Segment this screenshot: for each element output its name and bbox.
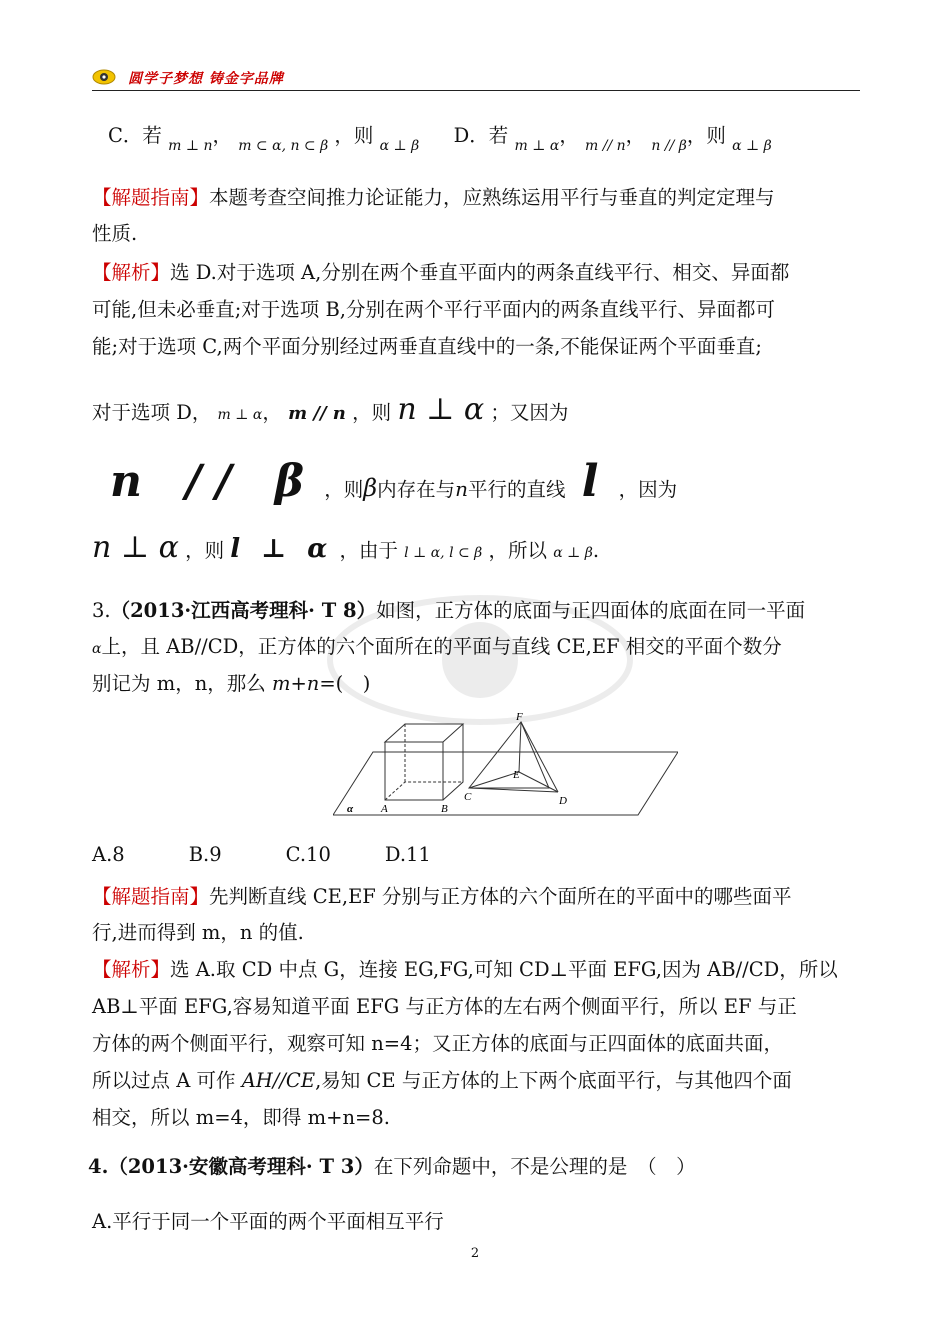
figure-label-alpha: α — [347, 803, 354, 815]
text: ，因为 — [618, 478, 678, 501]
q3-line-1 — [92, 595, 805, 623]
math-expr: n ⊥ α — [397, 392, 485, 427]
text: =( ) — [319, 672, 371, 695]
text: ，则 — [185, 539, 225, 562]
option-c: C.10 — [285, 843, 331, 866]
q3-guide-line-1 — [92, 881, 792, 909]
brand-slogan: 圆学子梦想 铸金字品牌 — [128, 71, 284, 87]
figure-label-e: E — [513, 769, 520, 781]
q3-guide-line-2: 行,进而得到 m，n 的值. — [92, 921, 304, 944]
math-expr: n — [455, 477, 468, 501]
math-expr: α ⊥ β — [732, 138, 772, 154]
options-cd-line: C．若 $_{m \perp n}$， $_{m \subset \alpha, n \subset \beta}$ ，则 $_{\alpha \perp \beta}$ D．若 $_{m \perp \alpha}$， $_{m // n}$， $_{n // \beta}$，则 $_{\alpha \perp \beta}$ — [108, 124, 772, 154]
text: ，则 — [352, 401, 392, 424]
math-expr: n ⊥ α — [92, 530, 179, 565]
figure-label-d: D — [559, 795, 567, 807]
math-expr: m // n — [585, 138, 626, 154]
analysis-tag: 【解析】 — [92, 958, 171, 981]
math-expr: AH//CE — [241, 1069, 316, 1092]
analysis-line-6 — [92, 530, 599, 565]
math-expr: α ⊥ β — [553, 545, 593, 561]
q3-options — [92, 843, 431, 866]
figure-label-c: C — [464, 791, 472, 803]
text: ，则 — [324, 478, 364, 501]
q3-analysis-line-5: 相交，所以 m=4，即得 m+n=8. — [92, 1106, 390, 1129]
math-expr: l ⊥ α, l ⊂ β — [404, 545, 483, 561]
cube-tetrahedron-figure — [333, 712, 678, 816]
analysis-line-2: 可能,但未必垂直;对于选项 B,分别在两个平行平面内的两条直线平行、异面都可 — [92, 298, 775, 321]
math-expr: m // n — [288, 403, 346, 424]
text: 选 A.取 CD 中点 G，连接 EG,FG,可知 CD⊥平面 EFG,因为 AB//CD，所以 — [170, 958, 838, 981]
guide-line-2: 性质. — [92, 222, 138, 245]
text: ；又因为 — [490, 401, 569, 424]
text: ，所以 — [488, 539, 547, 562]
option-d-label: D．若 — [453, 124, 509, 147]
question-number: 4. — [88, 1155, 109, 1178]
text: ，则 — [334, 124, 374, 147]
question-source: （2013·安徽高考理科· T 3） — [108, 1155, 374, 1178]
text: 如图，正方体的底面与正四面体的底面在同一平面 — [376, 599, 806, 622]
q3-analysis-line-1 — [92, 954, 838, 982]
text: 内存在与 — [377, 478, 456, 501]
text: 对于选项 D， — [92, 401, 212, 424]
option-d: D.11 — [384, 843, 431, 866]
math-expr: m ⊂ α, n ⊂ β — [238, 138, 329, 154]
text: 先判断直线 CE,EF 分别与正方体的六个面所在的平面中的哪些面平 — [209, 885, 792, 908]
math-expr: n // β — [651, 138, 687, 154]
figure-label-a: A — [381, 803, 388, 815]
analysis-line-4: 对于选项 D， m ⊥ α， m // n ，则 n ⊥ α ；又因为 — [92, 392, 569, 427]
question-source: （2013·江西高考理科· T 8） — [110, 599, 377, 622]
guide-tag: 【解题指南】 — [92, 885, 210, 908]
math-expr: α ⊥ β — [379, 138, 420, 154]
text: . — [592, 539, 600, 562]
math-expr: α — [92, 641, 102, 657]
text: 所以过点 A 可作 — [92, 1069, 236, 1092]
page-number: 2 — [470, 1246, 480, 1261]
logo-icon — [92, 66, 116, 86]
math-expr: n // β — [110, 456, 318, 507]
math-expr: m ⊥ α — [514, 138, 560, 154]
guide-tag: 【解题指南】 — [92, 186, 210, 209]
text: 上，且 AB//CD，正方体的六个面所在的平面与直线 CE,EF 相交的平面个数分 — [101, 635, 782, 658]
option-b: B.9 — [188, 843, 222, 866]
math-expr: l — [581, 456, 613, 507]
q3-analysis-line-4 — [92, 1065, 792, 1093]
option-c-label: C．若 — [108, 124, 162, 147]
text: 本题考查空间推力论证能力，应熟练运用平行与垂直的判定定理与 — [209, 186, 775, 209]
text: 选 D.对于选项 A,分别在两个垂直平面内的两条直线平行、相交、异面都 — [170, 261, 790, 284]
math-expr: m ⊥ α — [217, 407, 263, 423]
q4-line-1 — [88, 1151, 696, 1179]
math-expr: m+n — [271, 672, 320, 695]
text: ,易知 CE 与正方体的上下两个底面平行，与其他四个面 — [315, 1069, 792, 1092]
figure-label-b: B — [441, 803, 448, 815]
text: 平行的直线 — [468, 478, 566, 501]
q3-analysis-line-3: 方体的两个侧面平行，观察可知 n=4；又正方体的底面与正四面体的底面共面， — [92, 1032, 784, 1055]
option-a: A.8 — [92, 843, 125, 866]
q4-option-a: A.平行于同一个平面的两个平面相互平行 — [92, 1210, 444, 1233]
analysis-tag: 【解析】 — [92, 261, 171, 284]
text: 在下列命题中，不是公理的是 （ ） — [373, 1155, 696, 1178]
guide-line-1 — [92, 182, 775, 210]
q3-line-2 — [92, 631, 782, 659]
q3-analysis-line-2: AB⊥平面 EFG,容易知道平面 EFG 与正方体的左右两个侧面平行，所以 EF 与正 — [92, 995, 797, 1018]
text: 别记为 m，n，那么 — [92, 672, 266, 695]
analysis-line-1 — [92, 257, 789, 285]
figure-label-f: F — [516, 712, 523, 723]
analysis-line-5 — [110, 456, 677, 507]
math-expr: l ⊥ α — [230, 534, 334, 564]
math-expr: β — [363, 474, 378, 502]
analysis-line-3: 能;对于选项 C,两个平面分别经过两垂直直线中的一条,不能保证两个平面垂直; — [92, 335, 762, 358]
text: ，由于 — [339, 539, 398, 562]
math-expr: m ⊥ n — [168, 138, 213, 154]
question-number: 3. — [92, 599, 111, 622]
page-header — [92, 64, 860, 91]
q3-line-3 — [92, 668, 370, 696]
